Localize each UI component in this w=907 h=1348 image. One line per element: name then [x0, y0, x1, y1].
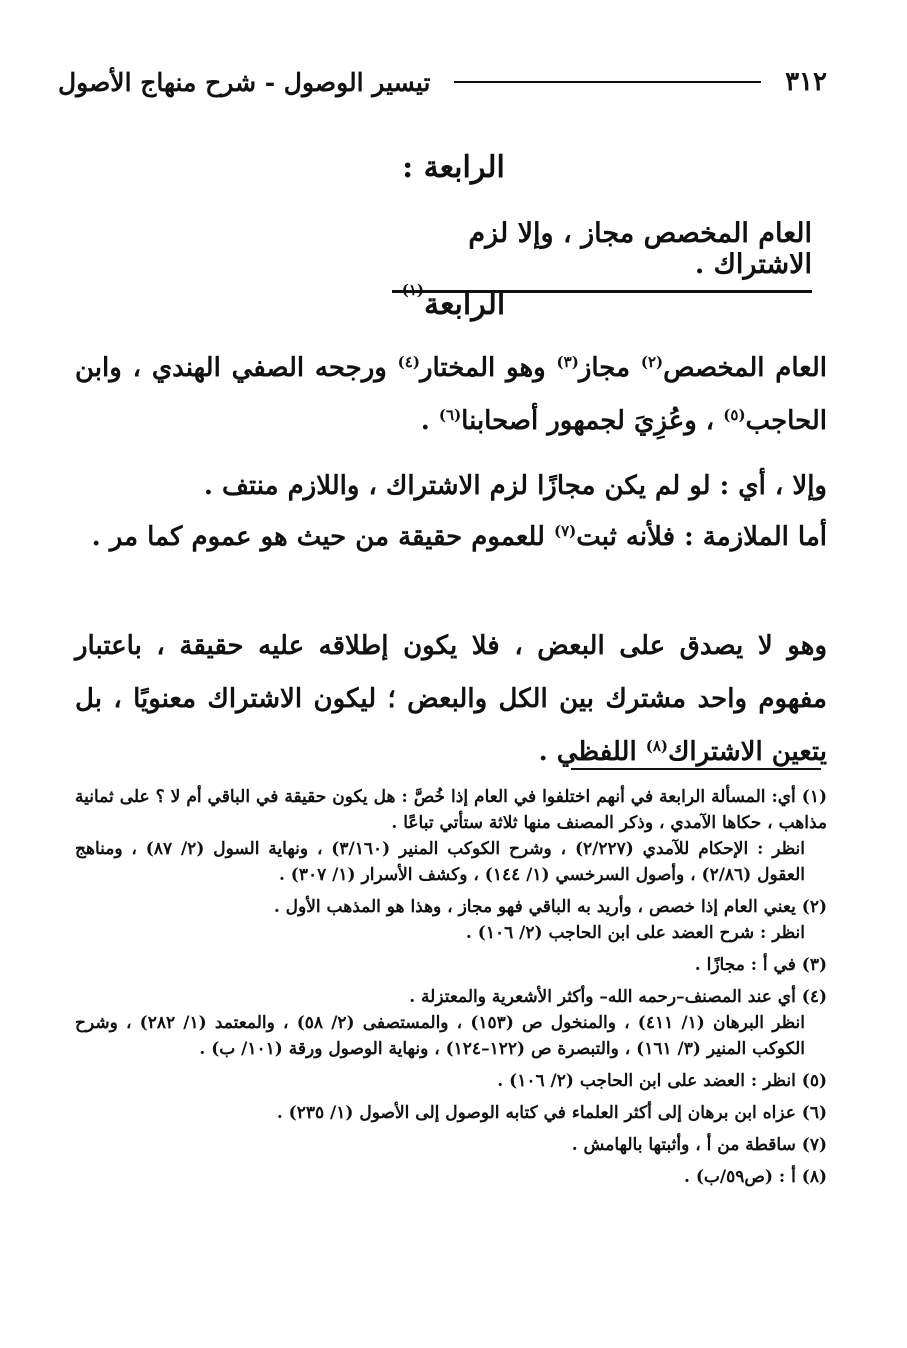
footnote-5 — [75, 1068, 827, 1094]
paragraph-2: وإلا ، أي : لو لم يكن مجازًا لزم الاشتراك ، واللازم منتف . — [203, 471, 827, 501]
footnote-ref-3[interactable]: (٣) — [556, 353, 579, 371]
page-number: ٣١٢ — [785, 67, 827, 97]
footnote-6 — [75, 1100, 827, 1126]
matn-section-title: الرابعة : — [402, 150, 505, 185]
footnotes — [75, 784, 827, 1196]
paragraph-1 — [75, 342, 827, 448]
p1-text-3: وهو المختار — [419, 353, 557, 383]
footnote-text: (٥) انظر : العضد على ابن الحاجب (٢/ ١٠٦) . — [497, 1071, 827, 1091]
footnote-text: (٢) يعني العام إذا خصص ، وأريد به الباقي فهو مجاز ، وهذا هو المذهب الأول . — [273, 897, 827, 917]
p4-text-2: اللفظي . — [538, 737, 646, 767]
p4-text-1: وهو لا يصدق على البعض ، فلا يكون إطلاقه عليه حقيقة ، باعتبار مفهوم واحد مشترك بين الكل والبعض ؛ ليكون الاشتراك معنويًا ، بل يتعين الاشتراك — [75, 631, 827, 767]
footnote-reference: انظر البرهان (١/ ٤١١) ، والمنخول ص (١٥٣) ، والمستصفى (٢/ ٥٨) ، والمعتمد (١/ ٢٨٢) ، وشرح الكوكب المنير (٣/ ١٦١) ، والتبصرة ص (١٢٢–١٢٤) ، ونهاية الوصول ورقة (١٠١/ ب) . — [75, 1013, 805, 1059]
footnote-1 — [75, 784, 827, 888]
footnote-ref-1[interactable]: (١) — [401, 281, 424, 299]
footnote-text: (١) أي: المسألة الرابعة في أنهم اختلفوا في العام إذا خُصَّ : هل يكون حقيقة في الباقي أم لا ؟ على ثمانية مذاهب ، حكاها الآمدي ، وذكر المصنف منها ثلاثة ستأتي تباعًا . — [75, 787, 827, 833]
footnote-reference: انظر : شرح العضد على ابن الحاجب (٢/ ١٠٦) . — [465, 923, 805, 943]
footnote-text: (٧) ساقطة من أ ، وأثبتها بالهامش . — [571, 1135, 827, 1155]
sharh-title-text: الرابعة — [424, 287, 506, 322]
p1-text-5: ، وعُزِيَ لجمهور أصحابنا — [461, 406, 724, 436]
p3-text-2: للعموم حقيقة من حيث هو عموم كما مر . — [91, 522, 554, 552]
footnote-4 — [75, 984, 827, 1062]
footnote-reference: انظر : الإحكام للآمدي (٢/٢٢٧) ، وشرح الكوكب المنير (٣/١٦٠) ، ونهاية السول (٢/ ٨٧) ، ومناهج العقول (٢/٨٦) ، وأصول السرخسي (١/ ١٤٤) ، وكشف الأسرار (١/ ٣٠٧) . — [75, 839, 805, 885]
footnote-text: (٤) أي عند المصنف–رحمه الله– وأكثر الأشعرية والمعتزلة . — [409, 987, 827, 1007]
paragraph-3 — [75, 511, 827, 564]
p3-text-1: أما الملازمة : فلأنه ثبت — [576, 522, 827, 552]
footnote-8 — [75, 1164, 827, 1190]
p1-text-6: . — [420, 406, 439, 436]
footnote-ref-8[interactable]: (٨) — [645, 737, 668, 755]
footnote-separator — [571, 768, 821, 770]
footnote-2 — [75, 894, 827, 946]
footnote-text: (٣) في أ : مجازًا . — [694, 955, 827, 975]
footnote-ref-4[interactable]: (٤) — [397, 353, 420, 371]
p1-text-2: مجاز — [578, 353, 641, 383]
footnote-ref-7[interactable]: (٧) — [553, 522, 577, 540]
footnote-3 — [75, 952, 827, 978]
matn-text: العام المخصص مجاز ، وإلا لزم الاشتراك . — [392, 218, 812, 293]
p1-text-1: العام المخصص — [663, 353, 827, 383]
footnote-7 — [75, 1132, 827, 1158]
sharh-section-title — [0, 281, 907, 322]
header-rule — [454, 81, 761, 83]
p1-text-4: ورجحه الصفي الهندي ، وابن الحاجب — [75, 353, 827, 436]
footnote-ref-5[interactable]: (٥) — [723, 406, 746, 424]
running-header — [58, 62, 827, 102]
running-title: تيسير الوصول - شرح منهاج الأصول — [58, 67, 431, 97]
footnote-ref-6[interactable]: (٦) — [438, 406, 462, 424]
footnote-text: (٨) أ : (ص٥٩/ب) . — [684, 1167, 827, 1187]
footnote-text: (٦) عزاه ابن برهان إلى أكثر العلماء في كتابه الوصول إلى الأصول (١/ ٢٣٥) . — [276, 1103, 827, 1123]
footnote-ref-2[interactable]: (٢) — [640, 353, 664, 371]
paragraph-4 — [75, 620, 827, 779]
